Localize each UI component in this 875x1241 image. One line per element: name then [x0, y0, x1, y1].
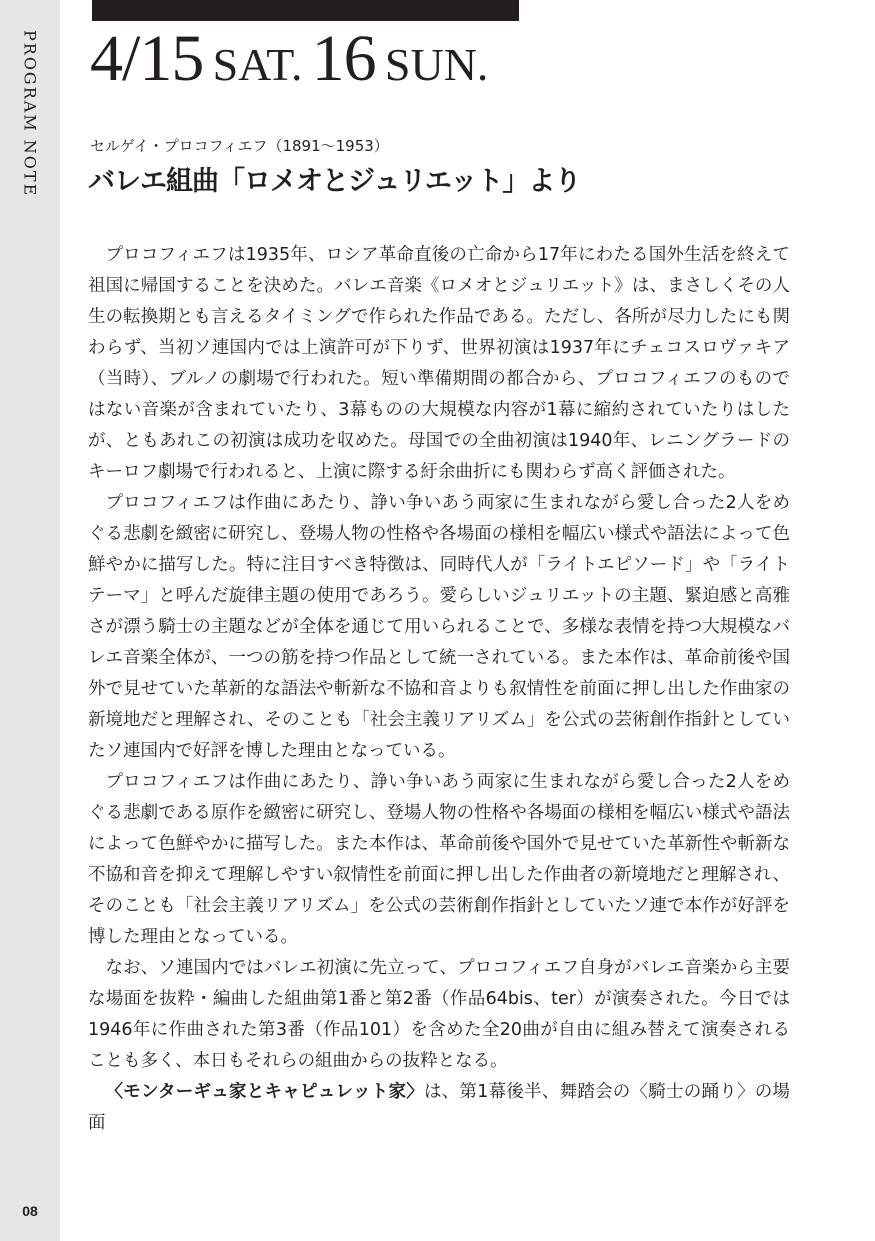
program-note-body: [88, 240, 790, 1139]
paragraph: プロコフィエフは作曲にあたり、諍い争いあう両家に生まれながら愛し合った2人をめぐる悲劇を緻密に研究し、登場人物の性格や各場面の様相を幅広い様式や語法によって色鮮やかに描写した。特に注目すべき特徴は、同時代人が「ライトエピソード」や「ライトテーマ」と呼んだ旋律主題の使用であろう。愛らしいジュリエットの主題、緊迫感と高雅さが漂う騎士の主題などが全体を通じて用いられることで、多様な表情を持つ大規模なバレエ音楽全体が、一つの筋を持つ作品として統一されている。また本作は、革命前後や国外で見せていた革新的な語法や斬新な不協和音よりも叙情性を前面に押し出した作曲家の新境地だと理解され、そのことも「社会主義リアリズム」を公式の芸術創作指針としていたソ連国内で好評を博した理由となっている。: [88, 493, 790, 761]
day-1: SAT.: [212, 39, 303, 90]
page-number: 08: [22, 1203, 38, 1219]
day-2: SUN.: [384, 39, 489, 90]
section-label-text: PROGRAM NOTE: [20, 30, 40, 198]
paragraph: プロコフィエフは作曲にあたり、諍い争いあう両家に生まれながら愛し合った2人をめぐる悲劇である原作を緻密に研究し、登場人物の性格や各場面の様相を幅広い様式や語法によって色鮮やかに描写した。また本作は、革命前後や国外で見せていた革新性や斬新な不協和音を抑えて理解しやすい叙情性を前面に押し出した作曲者の新境地だと理解され、そのことも「社会主義リアリズム」を公式の芸術創作指針としていたソ連で本作が好評を博した理由となっている。: [88, 772, 790, 947]
paragraph-text: は、第1幕後半、舞踏会の〈騎士の踊り〉の場面: [88, 1082, 790, 1133]
paragraph: プロコフィエフは1935年、ロシア革命直後の亡命から17年にわたる国外生活を終えて祖国に帰国することを決めた。バレエ音楽《ロメオとジュリエット》は、まさしくその人生の転換期とも言えるタイミングで作られた作品である。ただし、各所が尽力したにも関わらず、当初ソ連国内では上演許可が下りず、世界初演は1937年にチェコスロヴァキア（当時）、ブルノの劇場で行われた。短い準備期間の都合から、プロコフィエフのものではない音楽が含まれていたり、3幕ものの大規模な内容が1幕に縮約されていたりはしたが、ともあれこの初演は成功を収めた。母国での全曲初演は1940年、レニングラードのキーロフ劇場で行われると、上演に際する紆余曲折にも関わらず高く評価された。: [88, 245, 790, 482]
composer-name: セルゲイ・プロコフィエフ（1891～1953）: [90, 137, 389, 155]
concert-date: [90, 24, 790, 94]
header-bar: [92, 0, 519, 21]
section-label: [8, 30, 52, 220]
movement-title: 〈モンターギュ家とキャピュレット家〉: [105, 1082, 424, 1102]
paragraph: なお、ソ連国内ではバレエ初演に先立って、プロコフィエフ自身がバレエ音楽から主要な場面を抜粋・編曲した組曲第1番と第2番（作品64bis、ter）が演奏された。今日では1946年に作曲された第3番（作品101）を含めた全20曲が自由に組み替えて演奏されることも多く、本日もそれらの組曲からの抜粋となる。: [88, 958, 790, 1071]
paragraph: [88, 1077, 790, 1139]
work-title: バレエ組曲「ロメオとジュリエット」より: [88, 166, 581, 197]
date-main: 4/15: [90, 22, 204, 95]
date-second: 16: [311, 22, 376, 95]
